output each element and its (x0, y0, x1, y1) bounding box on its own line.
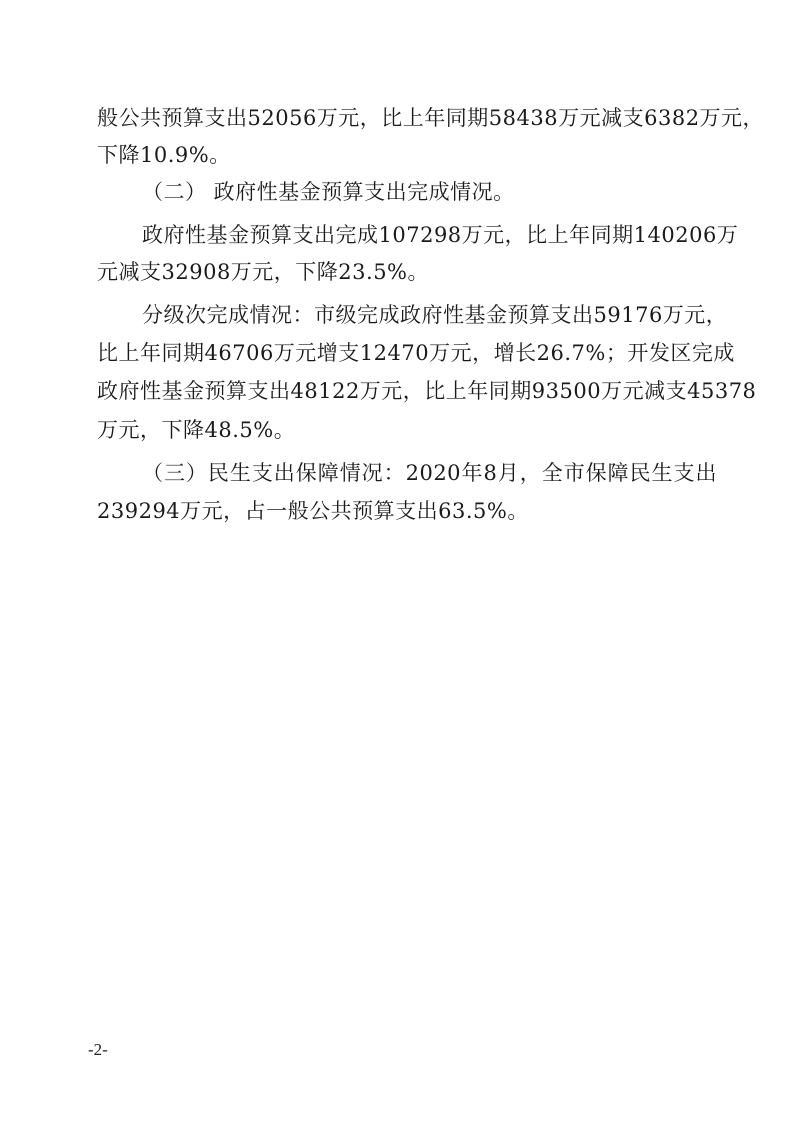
paragraph-line: 政府性基金预算支出完成107298万元，比上年同期140206万 (142, 223, 739, 247)
section-heading: （二） 政府性基金预算支出完成情况。 (142, 180, 515, 204)
page-number: -2- (88, 1040, 108, 1059)
paragraph-line: 下降10.9%。 (97, 143, 231, 167)
paragraph-line: 般公共预算支出52056万元，比上年同期58438万元减支6382万元， (97, 106, 765, 130)
paragraph-line: 政府性基金预算支出48122万元，比上年同期93500万元减支45378 (97, 379, 757, 403)
paragraph-line: 比上年同期46706万元增支12470万元，增长26.7%；开发区完成 (97, 341, 735, 365)
paragraph-line: （三）民生支出保障情况：2020年8月，全市保障民生支出 (142, 461, 717, 485)
paragraph-line: 分级次完成情况：市级完成政府性基金预算支出59176万元， (142, 303, 728, 327)
paragraph-line: 万元，下降48.5%。 (97, 418, 296, 442)
paragraph-line: 元减支32908万元，下降23.5%。 (97, 260, 430, 284)
paragraph-line: 239294万元，占一般公共预算支出63.5%。 (97, 499, 529, 523)
